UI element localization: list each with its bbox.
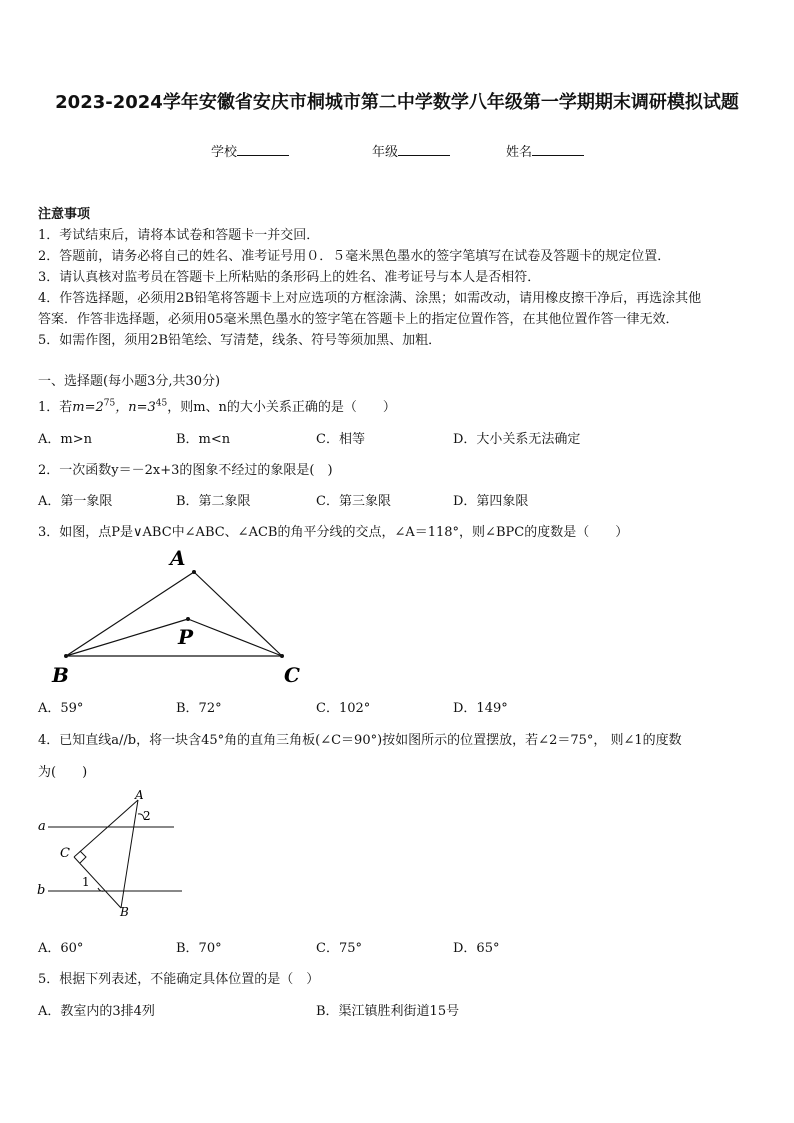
- label-p: P: [178, 625, 194, 649]
- side-ab: [66, 572, 194, 656]
- question-3-stem: 3．如图，点P是∨ABC中∠ABC、∠ACB的角平分线的交点，∠A＝118°，则∠BPC的度数是（ ）: [38, 525, 629, 540]
- q5-option-b: B．渠江镇胜利街道15号: [316, 1004, 460, 1019]
- section-heading: 一、选择题(每小题3分,共30分): [38, 374, 221, 389]
- question-2-stem: 2．一次函数y＝－2x+3的图象不经过的象限是( ): [38, 463, 333, 478]
- q3-option-c: C．102°: [316, 701, 371, 716]
- label-c: C: [284, 663, 300, 687]
- school-label: 学校: [211, 145, 238, 160]
- name-blank: [532, 143, 584, 156]
- q4-option-d: D．65°: [453, 941, 500, 956]
- school-blank: [237, 143, 289, 156]
- school-field: [211, 141, 289, 160]
- side-ac: [194, 572, 282, 656]
- notice-item: 5．如需作图，须用2B铅笔绘、写清楚，线条、符号等须加黑、加粗．: [38, 333, 442, 348]
- q1-n-exponent: 45: [155, 398, 168, 409]
- q3-option-b: B．72°: [176, 701, 222, 716]
- side-ab: [121, 800, 138, 908]
- q4-option-b: B．70°: [176, 941, 222, 956]
- grade-blank: [398, 143, 450, 156]
- notice-item: 答案．作答非选择题，必须用05毫米黑色墨水的签字笔在答题卡上的指定位置作答，在其他位置作答一律无效．: [38, 312, 679, 327]
- q2-option-d: D．第四象限: [453, 494, 529, 509]
- q1-option-a: A．m>n: [38, 432, 92, 447]
- label-angle-1: 1: [82, 875, 90, 889]
- q5-option-a: A．教室内的3排4列: [38, 1004, 155, 1019]
- right-angle-mark: [80, 851, 86, 863]
- q1-option-c: C．相等: [316, 432, 365, 447]
- vertex-b-point: [64, 654, 68, 658]
- segment-bp: [66, 619, 188, 656]
- vertex-c-point: [280, 654, 284, 658]
- label-b-line: b: [37, 883, 46, 898]
- q2-option-c: C．第三象限: [316, 494, 391, 509]
- grade-field: [372, 141, 450, 160]
- q1-m-expr: m=2: [72, 400, 104, 415]
- name-label: 姓名: [506, 145, 533, 160]
- label-vertex-a: A: [135, 788, 144, 802]
- q4-option-a: A．60°: [38, 941, 84, 956]
- q1-prefix: 1．若: [38, 400, 73, 415]
- question-4-stem-line2: 为( ): [38, 765, 88, 780]
- notice-heading: 注意事项: [38, 207, 91, 222]
- q2-option-a: A．第一象限: [38, 494, 113, 509]
- vertex-a-point: [192, 570, 196, 574]
- label-b: B: [52, 663, 69, 687]
- label-vertex-c: C: [60, 846, 70, 861]
- q1-m-exponent: 75: [103, 398, 116, 409]
- parallel-lines-diagram: [34, 784, 194, 924]
- notice-item: 2．答题前，请务必将自己的姓名、准考证号用０．５毫米黑色墨水的签字笔填写在试卷及答题卡的规定位置．: [38, 249, 671, 264]
- page-title: 2023-2024学年安徽省安庆市桐城市第二中学数学八年级第一学期期末调研模拟试题: [55, 92, 739, 113]
- q2-option-b: B．第二象限: [176, 494, 251, 509]
- name-field: [506, 141, 584, 160]
- q3-option-a: A．59°: [38, 701, 84, 716]
- q3-option-d: D．149°: [453, 701, 508, 716]
- q1-option-b: B．m<n: [176, 432, 231, 447]
- triangle-diagram: [38, 540, 318, 690]
- grade-label: 年级: [372, 145, 399, 160]
- point-p: [186, 617, 190, 621]
- notice-item: 3．请认真核对监考员在答题卡上所粘贴的条形码上的姓名、准考证号与本人是否相符．: [38, 270, 541, 285]
- label-a-line: a: [38, 819, 46, 834]
- segment-cp: [188, 619, 282, 656]
- q1-suffix: ，则m、n的大小关系正确的是（ ）: [167, 400, 396, 415]
- q1-n-expr: ，n=3: [115, 400, 156, 415]
- question-5-stem: 5．根据下列表述，不能确定具体位置的是（ ）: [38, 972, 320, 987]
- label-angle-2: 2: [143, 809, 151, 823]
- question-4-stem-line1: 4．已知直线a//b，将一块含45°角的直角三角板(∠C＝90°)按如图所示的位置摆放，若∠2＝75°， 则∠1的度数: [38, 733, 682, 748]
- side-ca: [74, 800, 138, 857]
- q1-option-d: D．大小关系无法确定: [453, 432, 581, 447]
- q4-option-c: C．75°: [316, 941, 362, 956]
- label-vertex-b: B: [120, 905, 129, 919]
- notice-item: 1．考试结束后，请将本试卷和答题卡一并交回．: [38, 228, 320, 243]
- notice-item: 4．作答选择题，必须用2B铅笔将答题卡上对应选项的方框涂满、涂黑；如需改动，请用橡皮擦干净后，再选涂其他: [38, 291, 702, 306]
- label-a: A: [170, 546, 186, 570]
- question-1-stem: [38, 396, 396, 415]
